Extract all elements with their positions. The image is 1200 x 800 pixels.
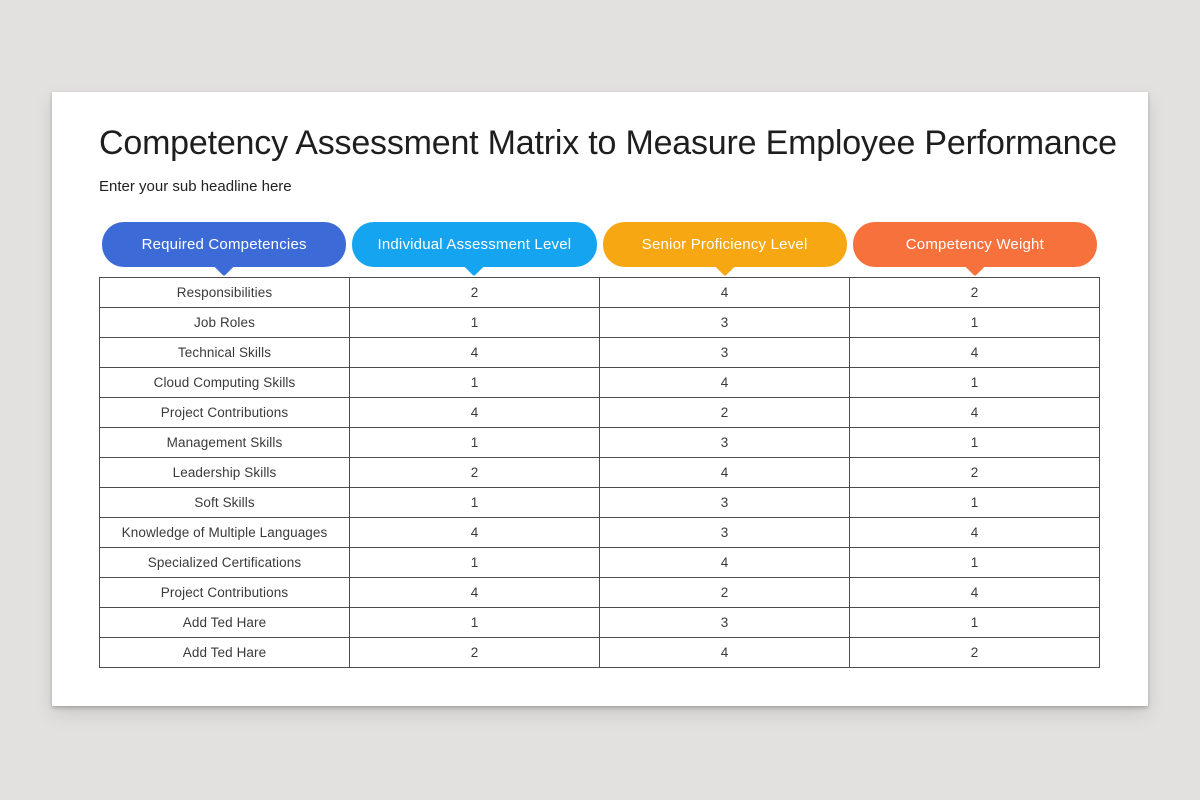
cell-senior: 4 <box>600 457 850 487</box>
cell-weight: 1 <box>850 487 1100 517</box>
cell-senior: 3 <box>600 427 850 457</box>
cell-competency: Project Contributions <box>100 397 350 427</box>
table-row <box>100 607 1100 637</box>
cell-weight: 4 <box>850 517 1100 547</box>
cell-weight: 1 <box>850 367 1100 397</box>
cell-competency: Add Ted Hare <box>100 637 350 667</box>
cell-competency: Project Contributions <box>100 577 350 607</box>
cell-competency: Management Skills <box>100 427 350 457</box>
table-row <box>100 487 1100 517</box>
cell-individual: 4 <box>350 397 600 427</box>
table-row <box>100 307 1100 337</box>
cell-individual: 2 <box>350 637 600 667</box>
cell-competency: Soft Skills <box>100 487 350 517</box>
column-header-label: Senior Proficiency Level <box>641 235 808 253</box>
callout-pointer-icon <box>964 253 987 276</box>
cell-individual: 1 <box>350 487 600 517</box>
competency-table <box>99 277 1100 668</box>
column-header-senior <box>603 222 847 267</box>
cell-senior: 3 <box>600 307 850 337</box>
cell-competency: Knowledge of Multiple Languages <box>100 517 350 547</box>
callout-pointer-icon <box>463 253 486 276</box>
cell-individual: 1 <box>350 607 600 637</box>
cell-senior: 4 <box>600 277 850 307</box>
cell-weight: 4 <box>850 337 1100 367</box>
column-header-label: Individual Assessment Level <box>377 235 572 253</box>
cell-weight: 4 <box>850 577 1100 607</box>
cell-individual: 1 <box>350 307 600 337</box>
cell-competency: Technical Skills <box>100 337 350 367</box>
cell-senior: 2 <box>600 577 850 607</box>
cell-competency: Cloud Computing Skills <box>100 367 350 397</box>
table-row <box>100 397 1100 427</box>
table-row <box>100 427 1100 457</box>
column-header-label: Competency Weight <box>905 235 1044 253</box>
cell-individual: 1 <box>350 367 600 397</box>
table-row <box>100 457 1100 487</box>
cell-weight: 4 <box>850 397 1100 427</box>
table-row <box>100 577 1100 607</box>
cell-competency: Job Roles <box>100 307 350 337</box>
cell-individual: 4 <box>350 517 600 547</box>
cell-weight: 1 <box>850 427 1100 457</box>
column-header-competency <box>102 222 346 267</box>
table-row <box>100 547 1100 577</box>
cell-weight: 2 <box>850 457 1100 487</box>
cell-senior: 3 <box>600 487 850 517</box>
cell-weight: 1 <box>850 607 1100 637</box>
cell-weight: 1 <box>850 307 1100 337</box>
cell-individual: 1 <box>350 547 600 577</box>
cell-weight: 2 <box>850 637 1100 667</box>
cell-individual: 2 <box>350 457 600 487</box>
cell-competency: Responsibilities <box>100 277 350 307</box>
cell-weight: 2 <box>850 277 1100 307</box>
cell-individual: 1 <box>350 427 600 457</box>
table-row <box>100 637 1100 667</box>
cell-senior: 4 <box>600 547 850 577</box>
cell-senior: 3 <box>600 337 850 367</box>
cell-individual: 4 <box>350 577 600 607</box>
cell-weight: 1 <box>850 547 1100 577</box>
slide-card <box>52 92 1148 706</box>
cell-individual: 2 <box>350 277 600 307</box>
callout-pointer-icon <box>213 253 236 276</box>
column-header-label: Required Competencies <box>141 235 307 253</box>
table-row <box>100 337 1100 367</box>
table-row <box>100 517 1100 547</box>
cell-senior: 3 <box>600 607 850 637</box>
page-title: Competency Assessment Matrix to Measure Employee Performance <box>99 124 1117 162</box>
table-row <box>100 277 1100 307</box>
table-row <box>100 367 1100 397</box>
cell-senior: 4 <box>600 367 850 397</box>
page-subtitle: Enter your sub headline here <box>99 177 292 195</box>
callout-pointer-icon <box>713 253 736 276</box>
column-header-weight <box>853 222 1097 267</box>
column-headers-row <box>99 222 1100 267</box>
cell-senior: 4 <box>600 637 850 667</box>
cell-competency: Add Ted Hare <box>100 607 350 637</box>
cell-competency: Leadership Skills <box>100 457 350 487</box>
cell-individual: 4 <box>350 337 600 367</box>
cell-senior: 2 <box>600 397 850 427</box>
column-header-individual <box>352 222 596 267</box>
cell-competency: Specialized Certifications <box>100 547 350 577</box>
cell-senior: 3 <box>600 517 850 547</box>
